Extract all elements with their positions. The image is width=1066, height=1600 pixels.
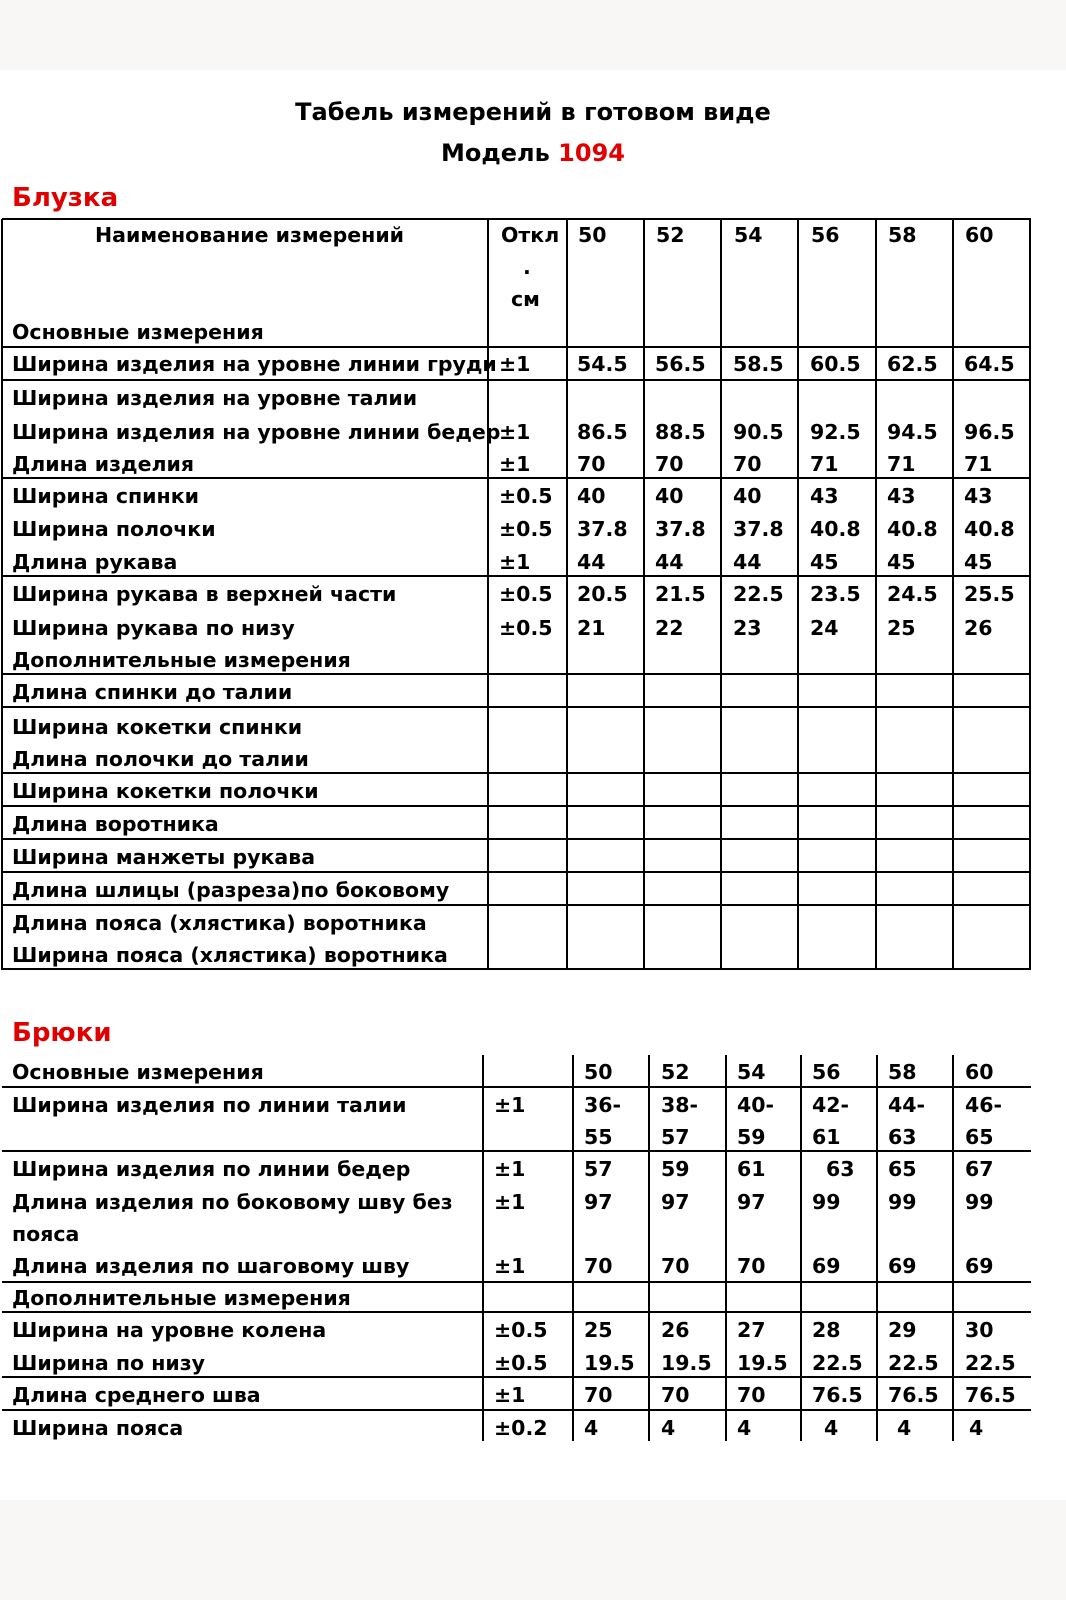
measurement-name: Ширина полочки <box>12 517 216 541</box>
size-value: 25.5 <box>964 582 1015 606</box>
grid-vline <box>800 1055 802 1441</box>
size-value: 60.5 <box>810 352 861 376</box>
size-value: 43 <box>887 484 916 508</box>
size-value: 76.5 <box>888 1383 939 1407</box>
header-deviation: . <box>523 255 531 279</box>
measurement-name: Длина рукава <box>12 550 178 574</box>
size-value: 90.5 <box>733 420 784 444</box>
size-value: 70 <box>577 452 606 476</box>
tolerance: ±1 <box>494 1093 526 1117</box>
trousers-section-title: Брюки <box>12 1018 112 1048</box>
measurement-name: Ширина на уровне колена <box>12 1318 327 1342</box>
header-deviation: см <box>511 287 540 311</box>
size-value: 19.5 <box>661 1351 712 1375</box>
size-value: 71 <box>810 452 839 476</box>
measurement-name: Длина шлицы (разреза)по боковому <box>12 878 450 902</box>
size-value: 96.5 <box>964 420 1015 444</box>
size-value: 70 <box>655 452 684 476</box>
tolerance: ±0.5 <box>499 582 553 606</box>
model-label: Модель <box>441 139 550 167</box>
size-value: 36- <box>584 1093 622 1117</box>
tolerance: ±1 <box>499 452 531 476</box>
size-value: 64.5 <box>964 352 1015 376</box>
size-value: 44- <box>888 1093 926 1117</box>
tolerance: ±0.5 <box>494 1351 548 1375</box>
size-value: 69 <box>812 1254 841 1278</box>
measurement-name: Ширина изделия на уровне талии <box>12 386 418 410</box>
header-deviation: Откл <box>501 223 560 247</box>
size-value: 71 <box>964 452 993 476</box>
page-title: Табель измерений в готовом виде <box>295 98 771 126</box>
measurement-name: Дополнительные измерения <box>12 648 351 672</box>
tolerance: ±0.5 <box>494 1318 548 1342</box>
size-header: 50 <box>578 223 607 247</box>
size-value: 63 <box>826 1157 855 1181</box>
grid-vline <box>797 219 799 970</box>
size-value: 40- <box>737 1093 775 1117</box>
size-value: 45 <box>887 550 916 574</box>
size-value: 24 <box>810 616 839 640</box>
size-value: 40 <box>733 484 762 508</box>
size-value: 76.5 <box>812 1383 863 1407</box>
size-value: 70 <box>737 1383 766 1407</box>
size-value: 57 <box>661 1125 690 1149</box>
measurement-name: Ширина изделия по линии бедер <box>12 1157 411 1181</box>
size-value: 25 <box>584 1318 613 1342</box>
size-value: 55 <box>584 1125 613 1149</box>
size-value: 61 <box>812 1125 841 1149</box>
measurement-name: Длина пояса (хлястика) воротника <box>12 911 427 935</box>
size-value: 44 <box>655 550 684 574</box>
measurement-name: Длина полочки до талии <box>12 747 309 771</box>
size-value: 67 <box>965 1157 994 1181</box>
measurement-name: Ширина пояса <box>12 1416 184 1440</box>
grid-vline <box>952 219 954 970</box>
measurement-name: Ширина пояса (хлястика) воротника <box>12 943 448 967</box>
size-value: 58.5 <box>733 352 784 376</box>
size-value: 44 <box>733 550 762 574</box>
size-header: 56 <box>812 1060 841 1084</box>
size-value: 37.8 <box>733 517 784 541</box>
size-value: 29 <box>888 1318 917 1342</box>
size-value: 28 <box>812 1318 841 1342</box>
size-value: 70 <box>737 1254 766 1278</box>
measurement-name: Ширина изделия на уровне линии груди <box>12 352 497 376</box>
size-value: 70 <box>584 1383 613 1407</box>
size-value: 4 <box>661 1416 676 1440</box>
size-value: 22.5 <box>888 1351 939 1375</box>
size-value: 88.5 <box>655 420 706 444</box>
measurement-name: Длина изделия по шаговому шву <box>12 1254 410 1278</box>
size-value: 97 <box>737 1190 766 1214</box>
size-value: 44 <box>577 550 606 574</box>
measurement-name: Длина воротника <box>12 812 219 836</box>
tolerance: ±0.5 <box>499 484 553 508</box>
grid-vline <box>720 219 722 970</box>
size-header: 58 <box>888 223 917 247</box>
size-value: 70 <box>661 1383 690 1407</box>
size-value: 40.8 <box>887 517 938 541</box>
tolerance: ±1 <box>499 352 531 376</box>
size-value: 45 <box>810 550 839 574</box>
size-value: 99 <box>965 1190 994 1214</box>
size-header: 58 <box>888 1060 917 1084</box>
size-value: 24.5 <box>887 582 938 606</box>
size-value: 97 <box>661 1190 690 1214</box>
measurement-name: Длина среднего шва <box>12 1383 261 1407</box>
measurement-name: Ширина по низу <box>12 1351 206 1375</box>
measurement-name: Ширина кокетки спинки <box>12 715 303 739</box>
measurement-name: Ширина манжеты рукава <box>12 845 316 869</box>
tolerance: ±1 <box>499 550 531 574</box>
tolerance: ±0.5 <box>499 616 553 640</box>
size-value: 21.5 <box>655 582 706 606</box>
size-value: 46- <box>965 1093 1003 1117</box>
grid-vline <box>1 219 3 970</box>
size-value: 4 <box>737 1416 752 1440</box>
measurement-name: Ширина изделия по линии талии <box>12 1093 407 1117</box>
measurement-name: Ширина кокетки полочки <box>12 779 319 803</box>
grid-vline <box>648 1055 650 1441</box>
header-name: Наименование измерений <box>95 223 405 247</box>
measurement-name: пояса <box>12 1222 80 1246</box>
size-header: 56 <box>811 223 840 247</box>
size-value: 69 <box>965 1254 994 1278</box>
size-header: 52 <box>661 1060 690 1084</box>
tolerance: ±1 <box>494 1157 526 1181</box>
size-value: 19.5 <box>584 1351 635 1375</box>
blouse-section-title: Блузка <box>12 183 119 213</box>
size-value: 69 <box>888 1254 917 1278</box>
size-value: 40.8 <box>964 517 1015 541</box>
size-value: 94.5 <box>887 420 938 444</box>
measurement-name: Ширина рукава в верхней части <box>12 582 397 606</box>
size-header: 60 <box>965 1060 994 1084</box>
size-value: 42- <box>812 1093 850 1117</box>
tolerance: ±1 <box>499 420 531 444</box>
size-value: 70 <box>661 1254 690 1278</box>
grid-vline <box>876 1055 878 1441</box>
grid-vline <box>952 1055 954 1441</box>
size-value: 21 <box>577 616 606 640</box>
size-value: 71 <box>887 452 916 476</box>
size-value: 4 <box>969 1416 984 1440</box>
size-value: 97 <box>584 1190 613 1214</box>
size-value: 61 <box>737 1157 766 1181</box>
size-value: 37.8 <box>577 517 628 541</box>
tolerance: ±0.2 <box>494 1416 548 1440</box>
grid-vline <box>566 219 568 970</box>
size-value: 92.5 <box>810 420 861 444</box>
size-value: 4 <box>897 1416 912 1440</box>
size-value: 54.5 <box>577 352 628 376</box>
size-header: 60 <box>965 223 994 247</box>
size-value: 20.5 <box>577 582 628 606</box>
size-header: 50 <box>584 1060 613 1084</box>
size-value: 62.5 <box>887 352 938 376</box>
size-value: 40 <box>655 484 684 508</box>
measurement-name: Ширина спинки <box>12 484 199 508</box>
grid-vline <box>875 219 877 970</box>
size-value: 37.8 <box>655 517 706 541</box>
size-value: 4 <box>824 1416 839 1440</box>
grid-hline <box>2 1150 1031 1152</box>
grid-vline <box>482 1055 484 1441</box>
size-value: 26 <box>661 1318 690 1342</box>
size-header: 54 <box>734 223 763 247</box>
measurement-name: Длина изделия <box>12 452 195 476</box>
size-value: 4 <box>584 1416 599 1440</box>
size-value: 57 <box>584 1157 613 1181</box>
size-value: 65 <box>888 1157 917 1181</box>
model-number: 1094 <box>558 139 625 167</box>
size-value: 23.5 <box>810 582 861 606</box>
tolerance: ±1 <box>494 1254 526 1278</box>
size-value: 30 <box>965 1318 994 1342</box>
measurement-name: Ширина рукава по низу <box>12 616 295 640</box>
size-value: 22.5 <box>965 1351 1016 1375</box>
size-value: 23 <box>733 616 762 640</box>
grid-vline <box>725 1055 727 1441</box>
grid-vline <box>643 219 645 970</box>
size-value: 70 <box>584 1254 613 1278</box>
size-value: 76.5 <box>965 1383 1016 1407</box>
size-value: 27 <box>737 1318 766 1342</box>
measurement-name: Длина спинки до талии <box>12 680 293 704</box>
grid-vline <box>1029 219 1031 970</box>
size-value: 43 <box>810 484 839 508</box>
size-header: 54 <box>737 1060 766 1084</box>
tolerance: ±1 <box>494 1383 526 1407</box>
measurement-name: Дополнительные измерения <box>12 1286 351 1310</box>
measurement-name: Ширина изделия на уровне линии бедер <box>12 420 501 444</box>
subheading: Основные измерения <box>12 320 264 344</box>
size-value: 59 <box>661 1157 690 1181</box>
size-value: 99 <box>812 1190 841 1214</box>
size-value: 59 <box>737 1125 766 1149</box>
header-name: Основные измерения <box>12 1060 264 1084</box>
size-value: 38- <box>661 1093 699 1117</box>
size-value: 40.8 <box>810 517 861 541</box>
size-value: 22.5 <box>812 1351 863 1375</box>
size-value: 45 <box>964 550 993 574</box>
tolerance: ±0.5 <box>499 517 553 541</box>
size-value: 63 <box>888 1125 917 1149</box>
size-value: 70 <box>733 452 762 476</box>
size-value: 22 <box>655 616 684 640</box>
size-value: 26 <box>964 616 993 640</box>
size-value: 86.5 <box>577 420 628 444</box>
grid-vline <box>572 1055 574 1441</box>
grid-vline <box>487 219 489 970</box>
size-header: 52 <box>656 223 685 247</box>
measurement-name: Длина изделия по боковому шву без <box>12 1190 453 1214</box>
size-value: 40 <box>577 484 606 508</box>
size-value: 65 <box>965 1125 994 1149</box>
model-line <box>0 139 1066 167</box>
size-value: 99 <box>888 1190 917 1214</box>
tolerance: ±1 <box>494 1190 526 1214</box>
size-value: 25 <box>887 616 916 640</box>
size-value: 22.5 <box>733 582 784 606</box>
size-value: 43 <box>964 484 993 508</box>
size-value: 19.5 <box>737 1351 788 1375</box>
size-value: 56.5 <box>655 352 706 376</box>
